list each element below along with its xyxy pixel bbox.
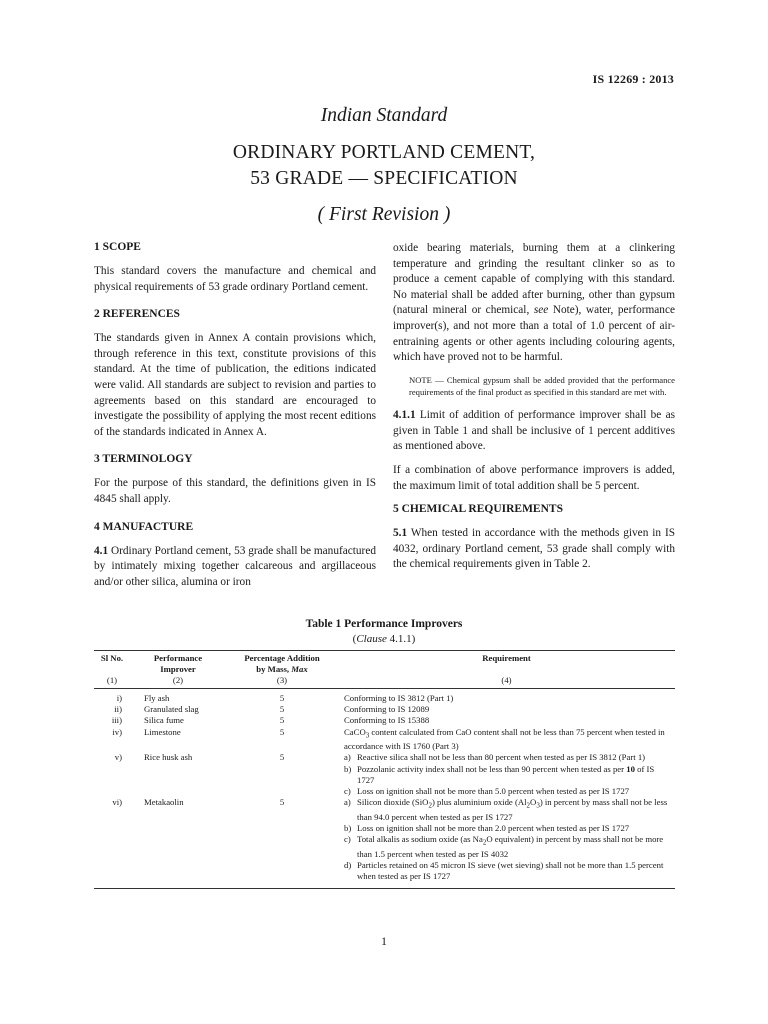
req-label: c) xyxy=(344,785,351,796)
cell-sl: ii) xyxy=(114,704,122,715)
req-text: Loss on ignition shall not be more than 2.0 percent when tested as per IS 1727 xyxy=(357,822,630,833)
column-number-row xyxy=(94,675,675,689)
table-row xyxy=(94,704,675,715)
req-text-part: ) plus aluminium oxide (Al xyxy=(431,796,527,807)
section-heading: 4 MANUFACTURE xyxy=(94,520,194,533)
title-indian-standard: Indian Standard xyxy=(320,105,448,126)
req-label: d) xyxy=(344,859,352,870)
cell-sl: iii) xyxy=(111,715,122,726)
table-clause-ref: (Clause 4.1.1) xyxy=(352,633,416,645)
cell-req xyxy=(338,727,675,753)
header-pct-line1: Percentage Addition xyxy=(244,653,320,663)
section-references xyxy=(94,307,376,440)
cell-req xyxy=(338,797,675,889)
section-heading: 2 REFERENCES xyxy=(94,308,180,321)
cell-req: Conforming to IS 15388 xyxy=(344,715,430,726)
section-chemical-requirements xyxy=(393,502,675,573)
col-num: (3) xyxy=(226,675,338,689)
right-column xyxy=(393,241,675,585)
section-heading: 3 TERMINOLOGY xyxy=(94,453,193,466)
table-row xyxy=(94,689,675,705)
req-text xyxy=(357,834,673,860)
req-text: Reactive silica shall not be less than 80 percent when tested as per IS 3812 (Part 1) xyxy=(357,752,646,763)
subscript: 3 xyxy=(536,801,540,810)
req-label: c) xyxy=(344,833,351,844)
section-scope xyxy=(94,240,376,295)
cell-pct: 5 xyxy=(279,693,285,704)
cell-sl: iv) xyxy=(112,726,122,737)
cell-pct: 5 xyxy=(279,796,285,807)
req-text: content calculated from CaO content shall not be less than 75 percent when tested in accordance with IS 1760 (Part 3) xyxy=(344,726,665,752)
req-clause-ref: 10 xyxy=(626,763,635,774)
header-pct-max: Max xyxy=(291,664,308,675)
req-item xyxy=(344,860,673,882)
header-improver-line2: Improver xyxy=(160,664,196,675)
req-label: a) xyxy=(344,796,351,807)
req-text: Loss on ignition shall not be more than 5.0 percent when tested as per IS 1727 xyxy=(357,785,630,796)
clause-ref-number: 4.1.1 xyxy=(389,633,412,645)
see-word: see xyxy=(533,304,549,317)
table-row xyxy=(94,727,675,753)
cell-pct: 5 xyxy=(279,704,285,715)
cell-req xyxy=(338,752,675,796)
req-text-part: ) in percent by mass shall not be less than 94.0 percent when tested as per IS 1727 xyxy=(357,796,668,822)
header-improver xyxy=(130,651,226,676)
header-requirement: Requirement xyxy=(482,653,531,663)
manufacture-continuation xyxy=(393,241,675,366)
clause-number: 4.1.1 xyxy=(393,409,416,422)
table-caption xyxy=(0,617,768,647)
req-item xyxy=(344,823,673,834)
subscript: 3 xyxy=(365,731,370,740)
cell-name: Granulated slag xyxy=(144,704,199,715)
cell-name: Metakaolin xyxy=(144,796,184,807)
req-text: CaCO xyxy=(344,726,366,737)
req-text-part: O xyxy=(530,796,537,807)
req-text-part: O equivalent) in percent by mass shall not be more than 1.5 percent when tested as per IS 4032 xyxy=(357,833,664,859)
req-text-part: Pozzolanic activity index shall not be less than 90 percent when tested as per xyxy=(357,763,627,774)
req-item xyxy=(344,797,673,823)
header-sl-no: Sl No. xyxy=(100,653,124,663)
clause-text: When tested in accordance with the methods given in IS 4032, ordinary Portland cement, 53 grade shall comply with the chemical requirements given in Table 2. xyxy=(393,527,675,571)
section-terminology xyxy=(94,452,376,507)
cell-sl: i) xyxy=(116,693,122,704)
title-main-line2: 53 GRADE — SPECIFICATION xyxy=(250,168,518,189)
clause-word: Clause xyxy=(356,633,387,645)
cell-sl: v) xyxy=(114,752,122,763)
cell-pct: 5 xyxy=(279,715,285,726)
section-text xyxy=(393,526,675,573)
req-text-part: of IS 1727 xyxy=(357,763,655,785)
cell-req: Conforming to IS 12089 xyxy=(344,704,430,715)
req-label: b) xyxy=(344,822,352,833)
table-row xyxy=(94,797,675,889)
col-num: (2) xyxy=(130,675,226,689)
combination-paragraph: If a combination of above performance improvers is added, the maximum limit of total addition shall be 5 percent. xyxy=(393,463,675,492)
col-num: (1) xyxy=(94,675,130,689)
section-text: For the purpose of this standard, the definitions given in IS 4845 shall apply. xyxy=(94,477,376,505)
page-number: 1 xyxy=(381,934,387,948)
cell-sl: vi) xyxy=(112,796,122,807)
clause-number: 4.1 xyxy=(94,544,109,557)
col-num: (4) xyxy=(338,675,675,689)
clause-text: Ordinary Portland cement, 53 grade shall be manufactured by intimately mixing together calcareous and argillaceous and/or other silica, alumina or iron xyxy=(94,544,376,588)
cell-name: Fly ash xyxy=(144,693,170,704)
clause-text: Limit of addition of performance improver shall be as given in Table 1 and shall be inclusive of 1 percent additives as mentioned above. xyxy=(393,409,676,453)
cell-name: Silica fume xyxy=(144,715,184,726)
continuation-text: oxide bearing materials, burning them at a clinkering temperature and grinding the resultant clinker so as to produce a cement capable of complying with this standard. No material shall be added after burning, other than gypsum (natural mineral or chemical, xyxy=(393,242,675,317)
cell-name: Limestone xyxy=(144,726,181,737)
req-item xyxy=(344,752,673,763)
subscript: 2 xyxy=(526,801,531,810)
section-heading: 5 CHEMICAL REQUIREMENTS xyxy=(393,503,563,516)
subscript: 2 xyxy=(428,801,432,810)
req-text: Particles retained on 45 micron IS sieve (wet sieving) shall not be more than 1.5 percent when tested as per IS 1727 xyxy=(357,859,664,881)
note: NOTE — Chemical gypsum shall be added provided that the performance requirements of the final product as specified in this standard are met with. xyxy=(409,374,675,397)
req-text xyxy=(357,764,673,786)
section-heading: 1 SCOPE xyxy=(94,241,141,253)
title-block xyxy=(0,104,768,228)
section-manufacture xyxy=(94,520,376,591)
req-label: a) xyxy=(344,752,351,763)
standard-number: IS 12269 : 2013 xyxy=(592,72,674,86)
performance-improvers-table xyxy=(94,650,675,889)
table-row xyxy=(94,715,675,726)
section-text: The standards given in Annex A contain provisions which, through reference in this text, constitute provisions of this standard. At the time of publication, the editions indicated were valid. All standards are subject to revision and parties to agreements based on this standard are encouraged to investigate the possibility of applying the most recent editions of the standards indicated in Annex A. xyxy=(94,332,376,438)
section-text: This standard covers the manufacture and chemical and physical requirements of 53 grade ordinary Portland cement. xyxy=(94,265,376,293)
table-title: Table 1 Performance Improvers xyxy=(305,618,463,630)
cell-name: Rice husk ash xyxy=(144,752,193,763)
cell-req: Conforming to IS 3812 (Part 1) xyxy=(344,693,454,704)
header-percentage xyxy=(226,651,338,676)
left-column xyxy=(94,240,376,602)
header-pct-line2: by Mass, xyxy=(256,664,290,675)
req-text-part: Total alkalis as sodium oxide (as Na xyxy=(357,833,483,844)
cell-pct: 5 xyxy=(279,726,285,737)
title-main-line1: ORDINARY PORTLAND CEMENT, xyxy=(232,142,536,163)
req-text xyxy=(357,797,673,823)
subscript: 2 xyxy=(482,838,487,847)
clause-4-1-1 xyxy=(393,408,675,455)
table-row xyxy=(94,752,675,796)
req-item xyxy=(344,786,673,797)
cell-pct: 5 xyxy=(279,752,285,763)
table-header-row xyxy=(94,651,675,676)
req-item xyxy=(344,764,673,786)
clause-number: 5.1 xyxy=(393,527,408,540)
title-revision: ( First Revision ) xyxy=(317,204,451,225)
req-item xyxy=(344,834,673,860)
req-label: b) xyxy=(344,763,352,774)
continuation-text-end: Note), water, performance improver(s), and not more than a total of 1.0 percent of air-entraining agents or other agents including colouring agents, which have proved not to be harmful. xyxy=(393,304,675,364)
section-text xyxy=(94,544,376,591)
req-text-part: Silicon dioxide (SiO xyxy=(357,796,429,807)
header-improver-line1: Performance xyxy=(153,653,203,663)
